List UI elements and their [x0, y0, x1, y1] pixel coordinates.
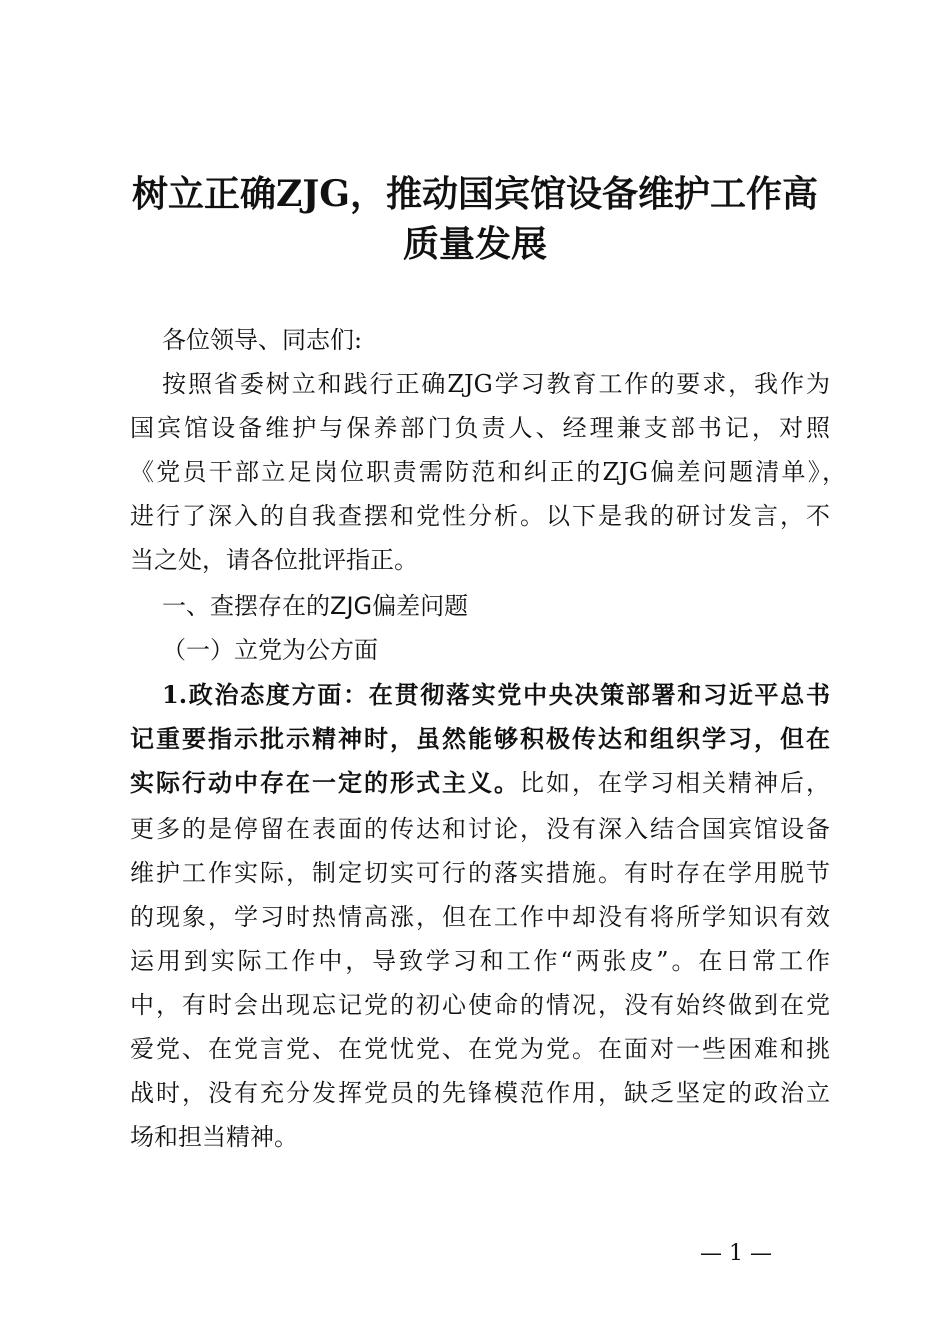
- item-1-line: 更多的是停留在表面的传达和讨论，没有深入结合国宾馆设备: [130, 815, 830, 843]
- document-title-line-2: 质量发展: [402, 223, 547, 265]
- intro-line: 国宾馆设备维护与保养部门负责人、经理兼支部书记，对照: [130, 414, 830, 442]
- item-1-line: 的现象，学习时热情高涨，但在工作中却没有将所学知识有效: [130, 903, 830, 931]
- item-1-line: 运用到实际工作中，导致学习和工作“两张皮”。在日常工作: [130, 947, 830, 975]
- item-1-bold-run: 实际行动中存在一定的形式主义。: [130, 768, 520, 797]
- item-1-mixed-line: [130, 761, 830, 805]
- item-1-line: 场和担当精神。: [130, 1123, 298, 1151]
- subsection-heading: （一）立党为公方面: [162, 636, 378, 664]
- item-1-line: 维护工作实际，制定切实可行的落实措施。有时存在学用脱节: [130, 859, 830, 887]
- intro-line: 进行了深入的自我查摆和党性分析。以下是我的研讨发言，不: [130, 502, 830, 530]
- intro-line: 《党员干部立足岗位职责需防范和纠正的ZJG偏差问题清单》，: [130, 458, 846, 486]
- salutation: 各位领导、同志们:: [162, 326, 363, 354]
- item-1-line: 中，有时会出现忘记党的初心使命的情况，没有始终做到在党: [130, 991, 830, 1019]
- page-number: — 1 —: [700, 1241, 772, 1266]
- item-1-bold-line: 记重要指示批示精神时，虽然能够积极传达和组织学习，但在: [130, 724, 830, 753]
- intro-line: 当之处，请各位批评指正。: [130, 546, 418, 574]
- intro-line: 按照省委树立和践行正确ZJG学习教育工作的要求，我作为: [162, 370, 830, 398]
- item-1-line: 战时，没有充分发挥党员的先锋模范作用，缺乏坚定的政治立: [130, 1079, 830, 1107]
- document-title-line-1: 树立正确ZJG，推动国宾馆设备维护工作高: [131, 173, 819, 215]
- item-1-normal-run: 比如，在学习相关精神后，: [520, 769, 830, 797]
- section-heading: 一、查摆存在的ZJG偏差问题: [162, 592, 469, 620]
- item-1-line: 爱党、在党言党、在党忧党、在党为党。在面对一些困难和挑: [130, 1035, 830, 1063]
- item-1-bold-line: 1.政治态度方面：在贯彻落实党中央决策部署和习近平总书: [162, 680, 830, 709]
